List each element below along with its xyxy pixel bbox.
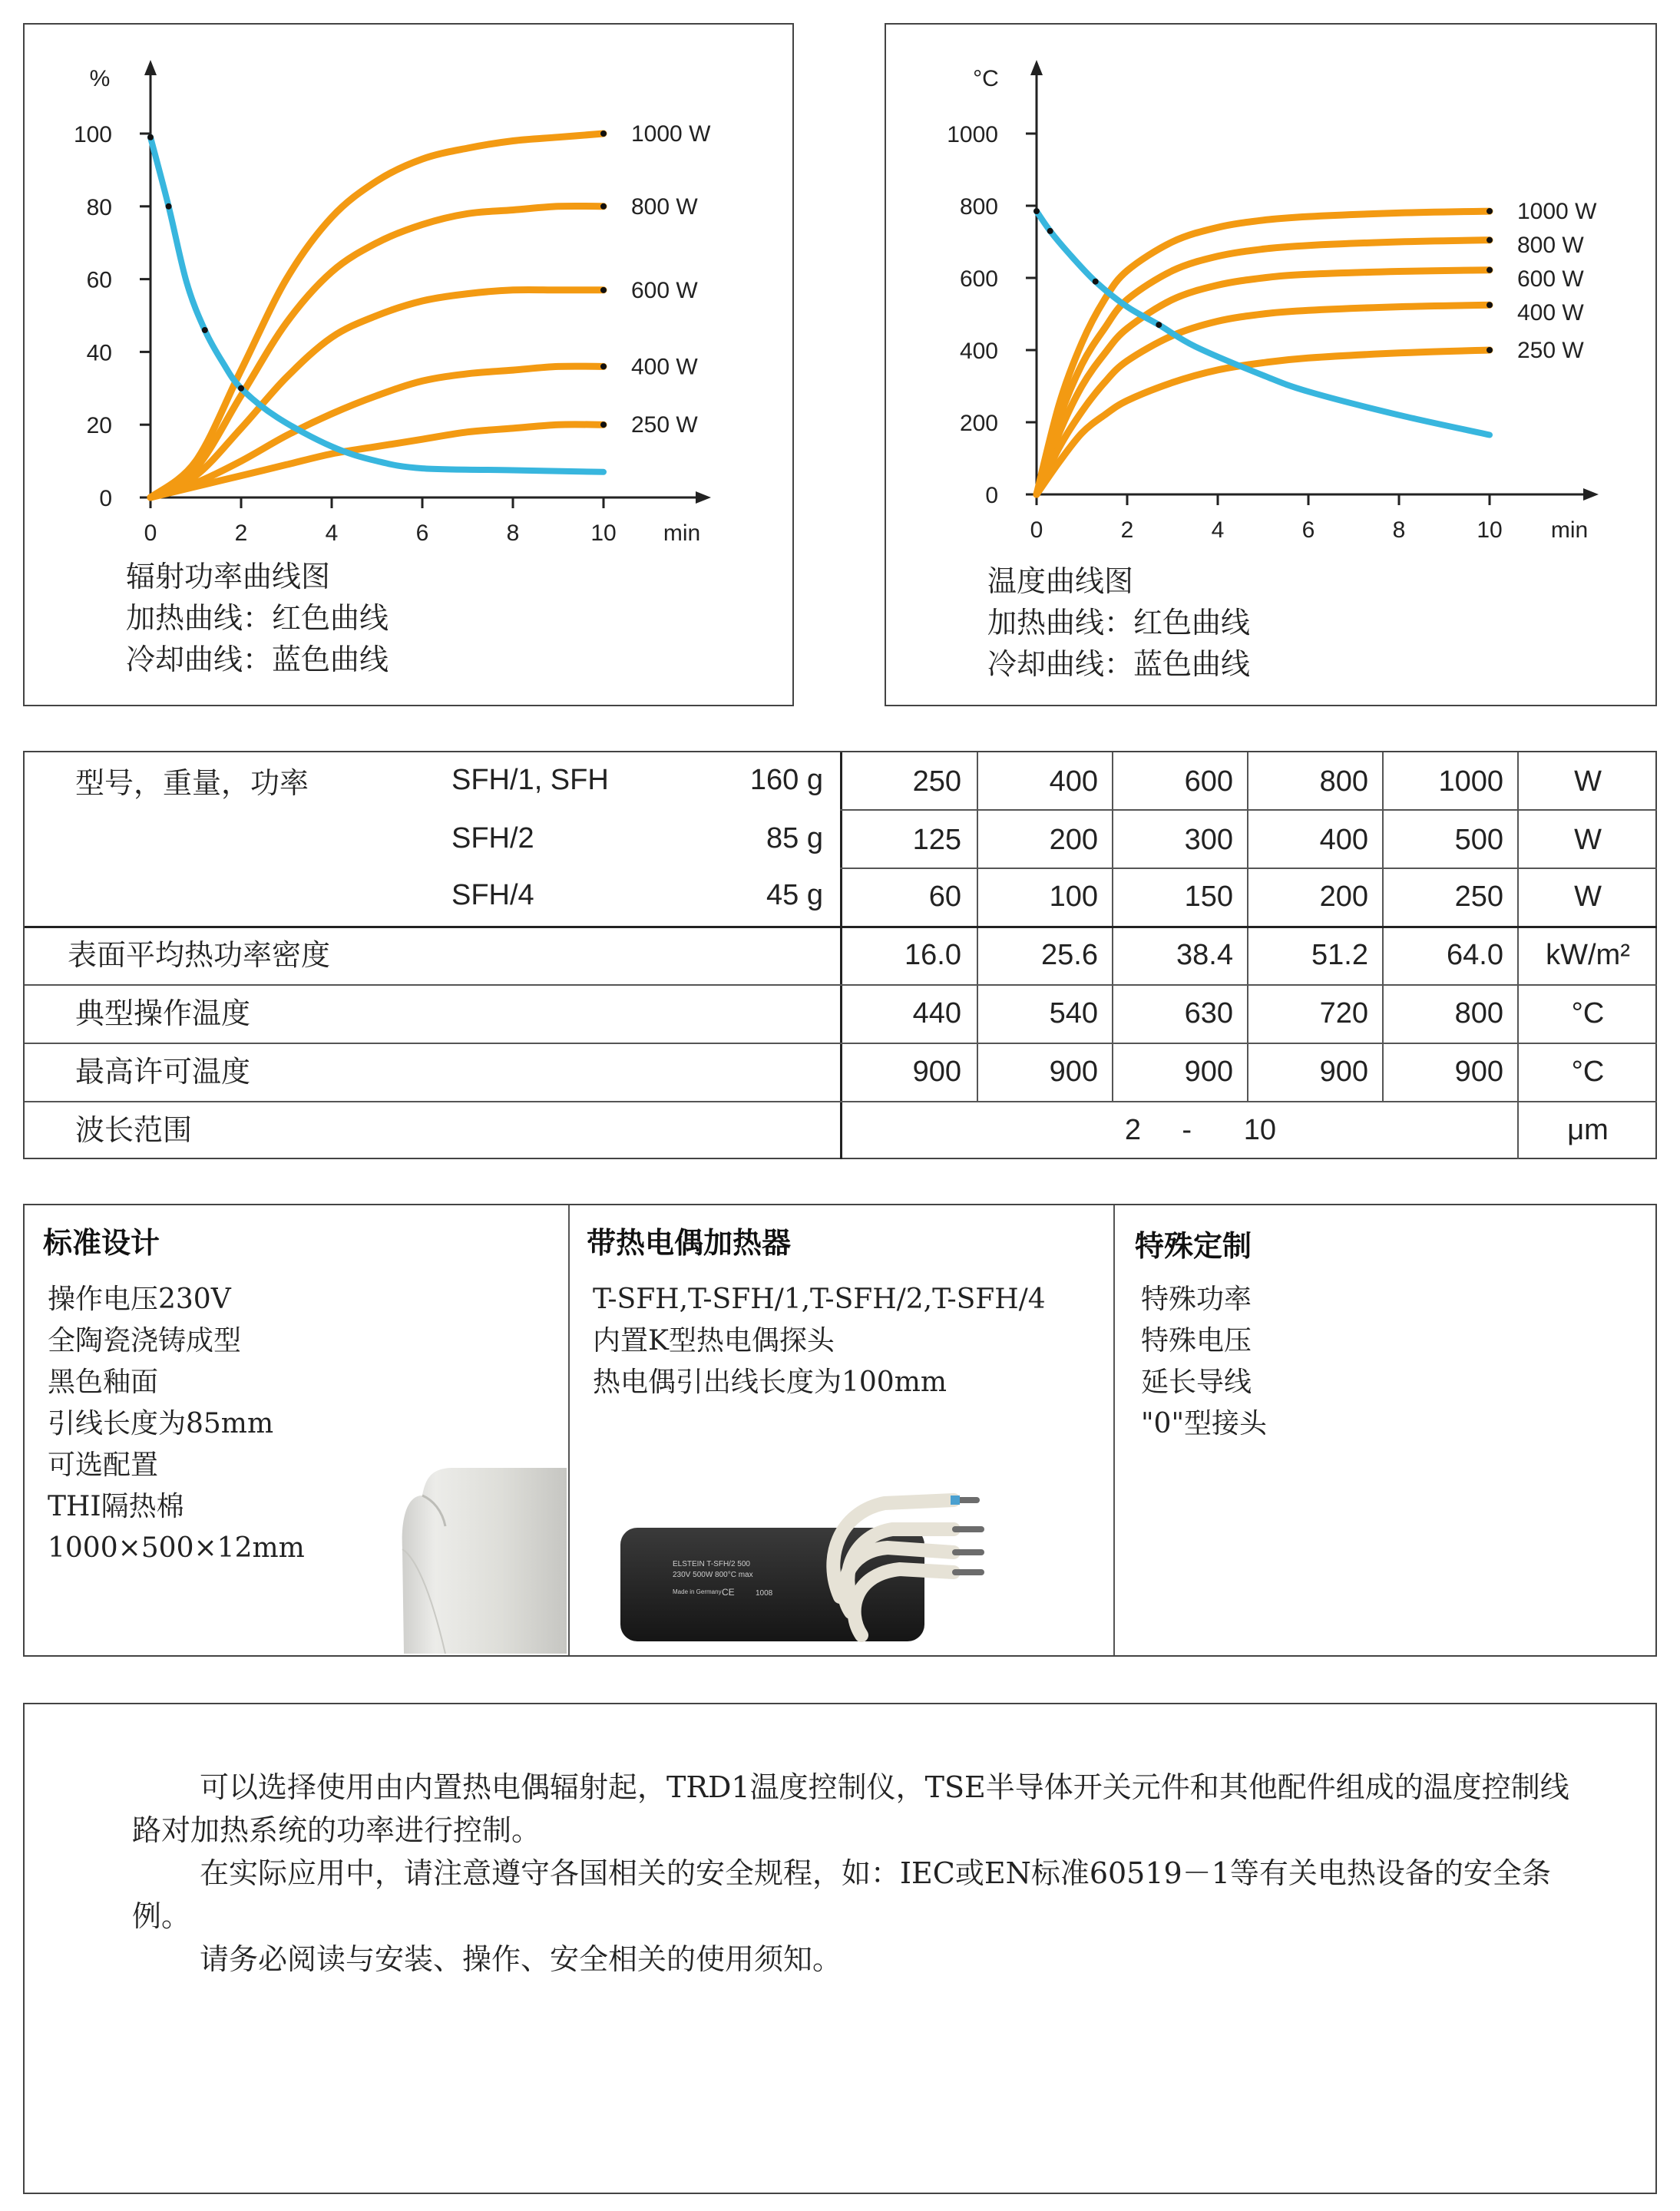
- spec-value: 400: [1049, 765, 1098, 798]
- feature-title: 标准设计: [43, 1226, 160, 1260]
- spec-value: 440: [912, 997, 961, 1029]
- spec-wavelength-from: 2: [1124, 1114, 1141, 1146]
- x-tick-label: 8: [506, 521, 520, 546]
- x-tick-label: 2: [234, 521, 248, 546]
- spec-value: 25.6: [1041, 939, 1098, 971]
- heater-label-line3: Made in Germany: [673, 1588, 722, 1595]
- spec-label-model: 型号，重量，功率: [75, 766, 309, 800]
- spec-wavelength-dash: -: [1182, 1114, 1192, 1146]
- spec-unit: kW/m²: [1546, 939, 1630, 971]
- features-panel: [23, 1204, 1657, 1657]
- spec-value: 720: [1319, 997, 1368, 1029]
- chart-caption-heating: 加热曲线：红色曲线: [126, 601, 389, 635]
- spec-value: 125: [912, 824, 961, 856]
- series-end-marker: [1487, 208, 1493, 214]
- y-axis-arrow-icon: [1030, 60, 1043, 75]
- x-tick-label: 0: [144, 521, 157, 546]
- series-label: 250 W: [1517, 338, 1584, 363]
- feature-item: 延长导线: [1141, 1367, 1252, 1398]
- spec-model-name: SFH/4: [451, 879, 534, 911]
- spec-model-name: SFH/1, SFH: [451, 764, 609, 796]
- spec-unit: °C: [1571, 997, 1605, 1029]
- feature-item: 1000×500×12mm: [48, 1532, 305, 1564]
- x-axis-label: min: [663, 521, 701, 546]
- series-end-marker: [1487, 347, 1493, 353]
- y-tick-label: 1000: [947, 122, 998, 147]
- x-tick-label: 6: [415, 521, 429, 546]
- feature-item: 特殊电压: [1141, 1325, 1252, 1357]
- heater-label-ce: CE: [722, 1587, 735, 1598]
- spec-row-label: 波长范围: [75, 1113, 193, 1147]
- spec-value: 100: [1049, 881, 1098, 913]
- y-tick-label: 800: [959, 194, 998, 220]
- cooling-marker: [1093, 279, 1099, 285]
- chart-caption-title: 辐射功率曲线图: [126, 560, 331, 593]
- series-end-marker: [1487, 267, 1493, 273]
- spec-model-weight: 45 g: [766, 879, 823, 911]
- feature-item: 可选配置: [48, 1449, 159, 1481]
- spec-value: 16.0: [904, 939, 961, 971]
- spec-value: 900: [1184, 1056, 1233, 1088]
- series-label: 600 W: [1517, 266, 1584, 292]
- spec-value: 900: [1049, 1056, 1098, 1088]
- y-tick-label: 20: [86, 413, 112, 439]
- feature-title: 特殊定制: [1135, 1229, 1252, 1263]
- spec-value: 1000: [1438, 765, 1503, 798]
- feature-list: [1141, 1279, 1267, 1445]
- spec-row-label: 最高许可温度: [75, 1055, 251, 1089]
- feature-item: 特殊功率: [1141, 1284, 1252, 1315]
- feature-item: "0"型接头: [1141, 1408, 1268, 1439]
- x-tick-label: 2: [1120, 517, 1134, 543]
- series-end-marker: [600, 363, 607, 369]
- cooling-marker: [147, 134, 154, 140]
- chart-caption-heating: 加热曲线：红色曲线: [987, 606, 1251, 640]
- spec-model-weight: 160 g: [749, 764, 823, 796]
- feature-item: 热电偶引出线长度为100mm: [593, 1367, 947, 1398]
- spec-unit: °C: [1571, 1056, 1605, 1088]
- x-tick-label: 4: [325, 521, 339, 546]
- cooling-marker: [1047, 228, 1053, 234]
- spec-unit: μm: [1567, 1114, 1609, 1146]
- spec-value: 250: [1454, 881, 1503, 913]
- x-tick-label: 6: [1301, 517, 1315, 543]
- spec-row-label: 典型操作温度: [75, 996, 251, 1030]
- spec-unit: W: [1574, 824, 1602, 856]
- feature-item: T-SFH,T-SFH/1,T-SFH/2,T-SFH/4: [593, 1284, 1046, 1315]
- spec-value: 900: [1319, 1056, 1368, 1088]
- x-axis-arrow-icon: [696, 491, 711, 504]
- chart-temperature: [885, 23, 1657, 706]
- spec-model-weight: 85 g: [766, 822, 823, 854]
- chart-caption: [126, 556, 389, 680]
- cooling-marker: [202, 327, 208, 333]
- y-tick-label: 0: [99, 486, 112, 511]
- series-label: 1000 W: [631, 121, 711, 147]
- feature-item: 内置K型热电偶探头: [593, 1325, 835, 1357]
- feature-item: THI隔热棉: [48, 1491, 184, 1522]
- y-tick-label: 0: [985, 483, 998, 508]
- spec-value: 300: [1184, 824, 1233, 856]
- x-axis-label: min: [1550, 517, 1589, 543]
- cooling-marker: [238, 385, 244, 392]
- spec-value: 630: [1184, 997, 1233, 1029]
- series-label: 800 W: [1517, 233, 1584, 259]
- feature-title: 带热电偶加热器: [587, 1226, 792, 1260]
- series-end-marker: [1487, 237, 1493, 243]
- series-end-marker: [600, 421, 607, 428]
- spec-value: 800: [1319, 765, 1368, 798]
- spec-value: 200: [1319, 881, 1368, 913]
- insulation-roll-image: [399, 1465, 568, 1657]
- feature-item: 操作电压230V: [48, 1284, 231, 1315]
- feature-item: 黑色釉面: [48, 1367, 159, 1398]
- note-paragraph: 可以选择使用由内置热电偶辐射起，TRD1温度控制仪，TSE半导体开关元件和其他配件组成的温度控制线路对加热系统的功率进行控制。: [132, 1770, 1569, 1847]
- spec-value: 600: [1184, 765, 1233, 798]
- spec-model-name: SFH/2: [451, 822, 534, 854]
- radiation-power-chart-svg: [25, 25, 792, 562]
- spec-value: 64.0: [1447, 939, 1503, 971]
- y-axis-label: %: [89, 66, 111, 91]
- chart-caption-cooling: 冷却曲线：蓝色曲线: [987, 647, 1251, 681]
- series-label: 800 W: [631, 193, 698, 220]
- y-tick-label: 400: [959, 339, 998, 364]
- x-tick-label: 0: [1030, 517, 1043, 543]
- spec-row-label: 表面平均热功率密度: [68, 938, 331, 972]
- x-tick-label: 10: [1477, 517, 1503, 543]
- spec-value: 51.2: [1311, 939, 1368, 971]
- spec-unit: W: [1574, 881, 1602, 913]
- cooling-marker: [166, 203, 172, 210]
- spec-value: 900: [912, 1056, 961, 1088]
- note-paragraph: 请务必阅读与安装、操作、安全相关的使用须知。: [200, 1942, 842, 1976]
- y-tick-label: 40: [86, 340, 112, 366]
- spec-value: 800: [1454, 997, 1503, 1029]
- spec-value: 38.4: [1176, 939, 1233, 971]
- series-label: 400 W: [631, 354, 698, 380]
- heater-label-line1: ELSTEIN T-SFH/2 500: [673, 1560, 750, 1568]
- y-tick-label: 60: [86, 267, 112, 293]
- x-axis-arrow-icon: [1583, 488, 1599, 501]
- temperature-chart-svg: [886, 25, 1655, 562]
- y-tick-label: 80: [86, 194, 112, 220]
- spec-value: 200: [1049, 824, 1098, 856]
- note-paragraph: 在实际应用中，请注意遵守各国相关的安全规程，如：IEC或EN标准60519－1等有关电热设备的安全条例。: [132, 1856, 1551, 1933]
- thermocouple-heater-image: [593, 1443, 1084, 1651]
- series-end-marker: [600, 287, 607, 293]
- notes-panel: [23, 1703, 1657, 2194]
- feature-item: 全陶瓷浇铸成型: [48, 1325, 242, 1357]
- x-tick-label: 10: [590, 521, 617, 546]
- y-axis-arrow-icon: [144, 60, 157, 75]
- series-label: 600 W: [631, 277, 698, 303]
- series-end-marker: [1487, 302, 1493, 308]
- spec-unit: W: [1574, 765, 1602, 798]
- series-end-marker: [600, 203, 607, 210]
- cooling-marker: [1033, 208, 1040, 214]
- spec-value: 900: [1454, 1056, 1503, 1088]
- spec-value: 60: [928, 881, 961, 913]
- y-tick-label: 100: [73, 122, 112, 147]
- spec-value: 250: [912, 765, 961, 798]
- y-tick-label: 200: [959, 411, 998, 436]
- spec-value: 540: [1049, 997, 1098, 1029]
- feature-item: 引线长度为85mm: [48, 1408, 274, 1439]
- spec-value: 400: [1319, 824, 1368, 856]
- cooling-marker: [1156, 322, 1162, 328]
- series-label: 1000 W: [1517, 199, 1597, 225]
- spec-value: 150: [1184, 881, 1233, 913]
- series-label: 400 W: [1517, 300, 1584, 326]
- feature-list: [593, 1279, 1046, 1403]
- spec-value: 500: [1454, 824, 1503, 856]
- series-end-marker: [600, 131, 607, 137]
- chart-caption-cooling: 冷却曲线：蓝色曲线: [126, 643, 389, 676]
- y-tick-label: 600: [959, 266, 998, 292]
- heater-label-line2: 230V 500W 800°C max: [673, 1571, 753, 1579]
- y-axis-label: °C: [973, 66, 999, 91]
- spec-table: [23, 751, 1657, 1159]
- series-label: 250 W: [631, 412, 698, 438]
- chart-caption-title: 温度曲线图: [987, 564, 1134, 598]
- heater-label-code: 1008: [756, 1589, 773, 1598]
- spec-wavelength-to: 10: [1243, 1114, 1276, 1146]
- x-tick-label: 4: [1211, 517, 1225, 543]
- feature-list: [48, 1279, 305, 1569]
- chart-radiation-power: [23, 23, 794, 706]
- x-tick-label: 8: [1392, 517, 1406, 543]
- chart-caption: [987, 560, 1250, 685]
